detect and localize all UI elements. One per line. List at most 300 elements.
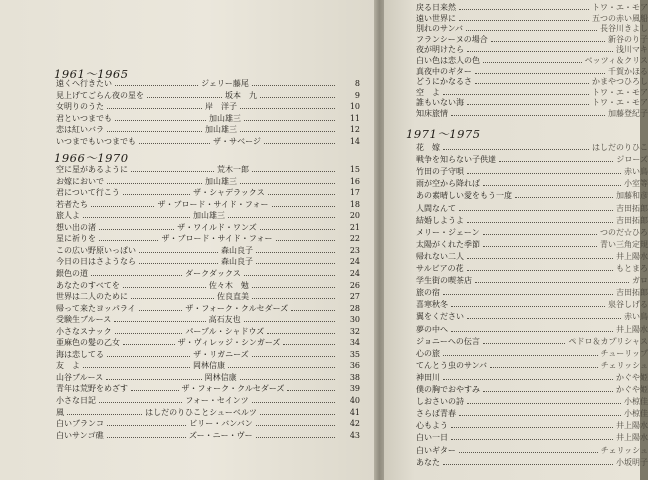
song-title: しおさいの詩 <box>416 397 464 407</box>
page-number: 28 <box>349 303 361 313</box>
dot-leader <box>260 229 335 230</box>
artist-name: チェリッシュ <box>600 360 648 370</box>
dot-leader <box>99 402 182 403</box>
song-title: 銀色の道 <box>56 268 88 278</box>
dot-leader <box>475 83 589 84</box>
page-number: 35 <box>349 349 360 359</box>
toc-entry <box>416 360 648 371</box>
dot-leader <box>252 287 335 288</box>
toc-entry <box>416 44 648 55</box>
artist-name: ザ・リガニーズ <box>193 349 249 359</box>
dot-leader <box>256 437 335 438</box>
dot-leader <box>83 217 190 218</box>
song-title: 夢の中へ <box>416 324 448 334</box>
dot-leader <box>131 171 214 172</box>
toc-entry <box>416 432 648 443</box>
dot-leader <box>228 217 335 218</box>
artist-name: 坂本 九 <box>225 90 257 100</box>
song-title: 旅の宿 <box>416 288 440 298</box>
artist-name: 岸 洋子 <box>205 102 237 112</box>
toc-entry <box>416 97 648 108</box>
page-number: 24 <box>349 268 361 278</box>
song-title: 青年は荒野をめざす <box>56 384 128 394</box>
artist-name: フォー・セインツ <box>185 396 249 405</box>
song-title: 亜麻色の髪の乙女 <box>56 338 120 348</box>
artist-name: 加山雄三 <box>193 211 225 221</box>
dot-leader <box>483 391 613 392</box>
dot-leader <box>123 194 190 195</box>
toc-entry <box>416 445 648 456</box>
toc-entry <box>416 108 648 119</box>
dot-leader <box>483 246 597 247</box>
page-number: 38 <box>349 372 360 382</box>
page-number: 39 <box>349 384 360 394</box>
dot-leader <box>466 30 597 31</box>
dot-leader <box>459 210 613 211</box>
artist-name: 井上陽水 <box>616 433 648 443</box>
dot-leader <box>252 85 335 86</box>
dot-leader <box>139 252 218 253</box>
toc-entry <box>416 142 648 153</box>
song-title: 君といつまでも <box>56 113 112 123</box>
artist-name: 佐良直美 <box>217 292 249 302</box>
song-title: 戦争を知らない子供達 <box>416 155 496 165</box>
artist-name: 小椋佳 <box>624 409 648 419</box>
toc-entry <box>56 337 360 348</box>
toc-entry <box>56 291 360 302</box>
toc-entry <box>416 227 648 238</box>
dot-leader <box>451 439 613 440</box>
dot-leader <box>467 258 613 259</box>
artist-name: 吉田拓郎 <box>616 215 648 225</box>
dot-leader <box>107 131 202 132</box>
artist-name: 赤い鳥 <box>624 167 648 177</box>
song-title: 恋は紅いバラ <box>56 125 104 135</box>
page-number: 34 <box>349 338 360 348</box>
song-title: 今日の日はさようなら <box>56 257 136 267</box>
artist-name: ジェリー藤尾 <box>201 79 249 88</box>
artist-name: 泉谷しげる <box>608 300 648 310</box>
artist-name: ビリー・バンバン <box>189 419 253 429</box>
toc-entry <box>416 154 648 165</box>
toc-entry <box>416 190 648 201</box>
artist-name: チューリップ <box>600 348 648 358</box>
page-number: 36 <box>349 361 360 371</box>
artist-name: ジローズ <box>616 155 648 165</box>
toc-entry <box>416 87 648 98</box>
toc-entry <box>416 23 648 34</box>
toc-entry <box>56 113 360 124</box>
page-number: 42 <box>349 419 361 429</box>
dot-leader <box>459 9 589 10</box>
song-title: 結婚しようよ <box>416 215 464 225</box>
section-heading-1961-1965: 1961〜1965 <box>54 67 129 81</box>
dot-leader <box>459 452 598 453</box>
artist-name: 佐々木 勉 <box>208 280 249 290</box>
page-number: 10 <box>349 102 360 112</box>
song-title: 戻る日来然 <box>416 3 456 12</box>
dot-leader <box>260 414 335 415</box>
page-number: 23 <box>349 245 360 255</box>
toc-entry <box>416 287 648 298</box>
dot-leader <box>147 97 222 98</box>
toc-entry <box>416 420 648 431</box>
artist-name: 井上陽水 <box>616 251 648 261</box>
dot-leader <box>244 275 335 276</box>
toc-entry <box>416 299 648 310</box>
song-title: 君について行こう <box>56 188 120 198</box>
page-number: 24 <box>349 257 360 267</box>
song-title: 帰って来たヨッパライ <box>56 303 136 313</box>
song-title: 心の旅 <box>416 348 440 358</box>
artist-name: かまやつひろし <box>592 77 648 87</box>
artist-name: ズー・ニー・ヴー <box>189 430 253 440</box>
page-number: 12 <box>349 125 360 135</box>
page-number: 11 <box>349 113 360 123</box>
artist-name: トワ・エ・モア <box>592 98 648 108</box>
song-title: フランシーヌの場合 <box>416 34 488 44</box>
artist-name: ザ・ワイルド・ワンズ <box>177 222 257 232</box>
right-page <box>384 0 648 480</box>
toc-entry <box>56 349 360 360</box>
dot-leader <box>123 344 175 345</box>
song-title: 空 よ <box>416 87 440 97</box>
dot-leader <box>91 206 154 207</box>
artist-name: 加藤登紀子 <box>608 109 648 118</box>
dot-leader <box>67 414 142 415</box>
artist-name: 青い三角定規 <box>600 239 648 249</box>
dot-leader <box>139 263 218 264</box>
artist-name: かぐや姫 <box>616 372 648 382</box>
song-title: 遠くへ行きたい <box>56 79 112 88</box>
dot-leader <box>240 108 335 109</box>
toc-entry <box>56 164 360 175</box>
toc-entry <box>416 263 648 274</box>
artist-name: 荒木一郎 <box>217 165 249 174</box>
toc-entry <box>416 251 648 262</box>
dot-leader <box>283 344 335 345</box>
song-title: お嫁においで <box>56 176 104 186</box>
dot-leader <box>490 367 598 368</box>
artist-name: ガロ <box>632 276 648 286</box>
toc-entry <box>416 384 648 395</box>
page-number: 40 <box>349 396 361 405</box>
song-title: サルビアの花 <box>416 264 464 273</box>
dot-leader <box>244 321 335 322</box>
page-number: 17 <box>349 188 361 198</box>
song-title: 雨が空から降れば <box>416 179 480 189</box>
dot-leader <box>240 183 335 184</box>
dot-leader <box>443 149 589 150</box>
artist-name: 森山良子 <box>221 257 253 267</box>
toc-entry <box>416 457 648 468</box>
song-title: 若者たち <box>56 199 88 209</box>
artist-name: 小坂明子 <box>616 457 648 467</box>
dot-leader <box>499 161 613 162</box>
toc-entry <box>56 360 360 371</box>
toc-entry <box>416 203 648 214</box>
toc-entry <box>56 395 360 406</box>
song-title: 誰もいない海 <box>416 98 464 108</box>
song-title: 学生街の喫茶店 <box>416 276 472 286</box>
toc-entry <box>416 55 648 66</box>
page-number: 43 <box>349 430 360 440</box>
artist-name: ベッツィ＆クリス <box>584 56 648 65</box>
song-title: いつまでもいつまでも <box>56 136 136 146</box>
toc-entry <box>416 324 648 335</box>
dot-leader <box>131 390 179 391</box>
toc-entry <box>416 178 648 189</box>
dot-leader <box>115 85 198 86</box>
dot-leader <box>443 355 598 356</box>
song-title: 山谷ブルース <box>56 372 104 382</box>
toc-entry <box>416 2 648 13</box>
page-number: 8 <box>354 79 360 88</box>
toc-entry <box>56 407 360 418</box>
artist-name: トワ・エ・モア <box>592 3 648 12</box>
dot-leader <box>451 427 613 428</box>
artist-name: ザ・サベージ <box>213 136 261 146</box>
dot-leader <box>272 206 335 207</box>
dot-leader <box>467 270 613 271</box>
song-title: 星に祈りを <box>56 234 96 244</box>
toc-entry <box>416 13 648 24</box>
toc-entry <box>416 66 648 77</box>
artist-name: ザ・フォーク・クルセダーズ <box>181 384 285 394</box>
song-title: 花 嫁 <box>416 143 440 152</box>
artist-name: 吉田拓郎 <box>616 288 648 298</box>
artist-name: ザ・シャデラックス <box>193 188 265 198</box>
song-title: この広い野原いっぱい <box>56 245 136 255</box>
page-number: 21 <box>349 222 360 232</box>
toc-entry <box>416 372 648 383</box>
section-heading-1971-1975: 1971〜1975 <box>406 127 481 141</box>
song-title: 僕の胸でおやすみ <box>416 385 480 394</box>
toc-entry <box>416 408 648 419</box>
toc-entry <box>56 187 360 198</box>
song-title: 心もよう <box>416 421 448 431</box>
artist-name: 加山雄三 <box>209 113 241 123</box>
dot-leader <box>467 51 613 52</box>
dot-leader <box>451 115 605 116</box>
toc-entry <box>416 336 648 347</box>
song-title: ジョニーへの伝言 <box>416 336 480 346</box>
page-number: 26 <box>349 280 360 290</box>
toc-entry <box>56 210 360 221</box>
song-title: あなたのすべてを <box>56 280 120 290</box>
toc-entry <box>416 34 648 45</box>
artist-name: はしだのりひこ <box>592 143 648 152</box>
song-title: 白いブランコ <box>56 419 104 429</box>
dot-leader <box>451 331 613 332</box>
artist-name: 井上陽水 <box>616 421 648 431</box>
section-heading-1966-1970: 1966〜1970 <box>54 151 129 165</box>
dot-leader <box>443 464 613 465</box>
song-title: 海は恋してる <box>56 349 104 359</box>
page-number: 14 <box>349 136 360 146</box>
dot-leader <box>99 240 158 241</box>
page-number: 15 <box>349 165 360 174</box>
artist-name: 小室等 <box>624 179 648 189</box>
artist-name: 五つの赤い風船 <box>592 13 648 23</box>
dot-leader <box>264 143 335 144</box>
artist-name: 長谷川きよし <box>600 24 648 34</box>
song-title: 白い一日 <box>416 433 448 443</box>
toc-entry <box>56 418 360 429</box>
dot-leader <box>107 425 186 426</box>
song-title: あなた <box>416 457 440 467</box>
toc-entry <box>416 166 648 177</box>
song-title: てんとう虫のサンバ <box>416 360 488 370</box>
dot-leader <box>107 356 190 357</box>
artist-name: 加藤和彦 <box>616 191 648 201</box>
dot-leader <box>443 294 613 295</box>
toc-entry <box>56 314 360 325</box>
dot-leader <box>467 403 621 404</box>
song-title: メリー・ジェーン <box>416 227 480 237</box>
toc-entry <box>56 372 360 383</box>
dot-leader <box>491 41 605 42</box>
toc-entry <box>56 124 360 135</box>
song-title: 遠い世界に <box>416 13 456 23</box>
song-title: 小さな日記 <box>56 396 96 405</box>
dot-leader <box>475 73 605 74</box>
song-title: 女明りのうた <box>56 102 104 112</box>
dot-leader <box>475 282 629 283</box>
dot-leader <box>483 234 597 235</box>
artist-name: 小椋佳 <box>624 397 648 407</box>
dot-leader <box>467 222 613 223</box>
page-number: 27 <box>349 292 360 302</box>
song-title: 別れのサンバ <box>416 24 464 34</box>
dot-leader <box>228 367 335 368</box>
artist-name: パープル・シャドウズ <box>185 326 265 336</box>
artist-name: ザ・ブロード・サイド・フォー <box>161 234 273 244</box>
artist-name: トワ・エ・モア <box>592 87 648 97</box>
artist-name: 井上陽水 <box>616 324 648 334</box>
dot-leader <box>443 94 589 95</box>
toc-entry <box>416 215 648 226</box>
dot-leader <box>443 379 613 380</box>
toc-entry <box>56 245 360 256</box>
dot-leader <box>115 120 206 121</box>
dot-leader <box>459 415 621 416</box>
dot-leader <box>252 298 335 299</box>
song-title: 白い色は恋人の色 <box>416 56 480 65</box>
song-title: 太陽がくれた季節 <box>416 239 480 249</box>
song-title: 翼をください <box>416 312 464 322</box>
song-title: 世界は二人のために <box>56 292 128 302</box>
artist-name: ダークダックス <box>185 268 241 278</box>
dot-leader <box>123 287 206 288</box>
page-number: 18 <box>349 199 361 209</box>
artist-name: 岡林信康 <box>204 372 237 382</box>
song-title: 喜寒秋冬 <box>416 300 448 310</box>
toc-entry <box>56 268 360 279</box>
page-number: 32 <box>349 326 361 336</box>
dot-leader <box>467 318 621 319</box>
song-title: 想い出の渚 <box>56 222 96 232</box>
dot-leader <box>260 97 335 98</box>
artist-name: 森山良子 <box>221 245 253 255</box>
dot-leader <box>252 402 335 403</box>
song-title: 旅人よ <box>56 211 80 221</box>
song-title: 受験生ブルース <box>56 315 112 325</box>
artist-name: ザ・フォーク・クルセダーズ <box>185 303 289 313</box>
toc-entry <box>56 256 360 267</box>
song-title: 白いギター <box>416 445 456 455</box>
dot-leader <box>268 194 335 195</box>
artist-name: ペドロ＆カプリシャス <box>568 336 648 346</box>
dot-leader <box>107 437 186 438</box>
dot-leader <box>459 20 589 21</box>
artist-name: 千賀かほる <box>608 66 648 76</box>
dot-leader <box>107 108 202 109</box>
page-number: 9 <box>354 90 360 100</box>
toc-entry <box>416 348 648 359</box>
song-title: 白いサンゴ礁 <box>56 430 104 440</box>
song-title: 人間なんて <box>416 203 456 213</box>
dot-leader <box>483 343 566 344</box>
song-title: 神田川 <box>416 372 440 382</box>
dot-leader <box>267 333 335 334</box>
toc-entry <box>416 275 648 286</box>
dot-leader <box>256 425 335 426</box>
dot-leader <box>252 171 335 172</box>
page-number: 30 <box>349 315 360 325</box>
dot-leader <box>131 298 214 299</box>
song-title: どうにかなるさ <box>416 77 472 87</box>
artist-name: かぐや姫 <box>616 385 648 394</box>
dot-leader <box>256 263 335 264</box>
dot-leader <box>287 390 335 391</box>
artist-name: 浅川マキ <box>616 45 648 55</box>
artist-name: ザ・ブロード・サイド・フォー <box>157 199 269 209</box>
dot-leader <box>107 183 202 184</box>
toc-entry <box>56 280 360 291</box>
toc-entry <box>56 326 360 337</box>
toc-entry <box>416 239 648 250</box>
artist-name: 赤い鳥 <box>624 312 648 322</box>
song-title: 風 <box>56 407 64 417</box>
song-title: 夜が明けたら <box>416 45 464 55</box>
artist-name: はしだのりひことシューベルツ <box>145 407 257 417</box>
toc-entry <box>56 101 360 112</box>
dot-leader <box>83 367 190 368</box>
dot-leader <box>291 310 335 311</box>
song-title: 空に星があるように <box>56 165 128 174</box>
artist-name: もとまろ <box>616 264 648 273</box>
song-title: さらば青春 <box>416 409 456 419</box>
artist-name: 高石友也 <box>208 315 241 325</box>
dot-leader <box>467 104 589 105</box>
toc-entry <box>416 396 648 407</box>
toc-entry <box>56 233 360 244</box>
dot-leader <box>451 306 605 307</box>
artist-name: 加山雄三 <box>205 176 237 186</box>
artist-name: 岡林信康 <box>193 361 225 371</box>
page-number: 22 <box>349 234 361 244</box>
toc-entry <box>56 199 360 210</box>
artist-name: つのだ☆ひろ <box>600 227 648 237</box>
dot-leader <box>483 185 621 186</box>
dot-leader <box>99 229 174 230</box>
song-title: 友 よ <box>56 361 80 371</box>
dot-leader <box>139 143 210 144</box>
song-title: 竹田の子守唄 <box>416 167 464 177</box>
song-title: 見上げてごらん夜の星を <box>56 90 144 100</box>
dot-leader <box>91 275 182 276</box>
